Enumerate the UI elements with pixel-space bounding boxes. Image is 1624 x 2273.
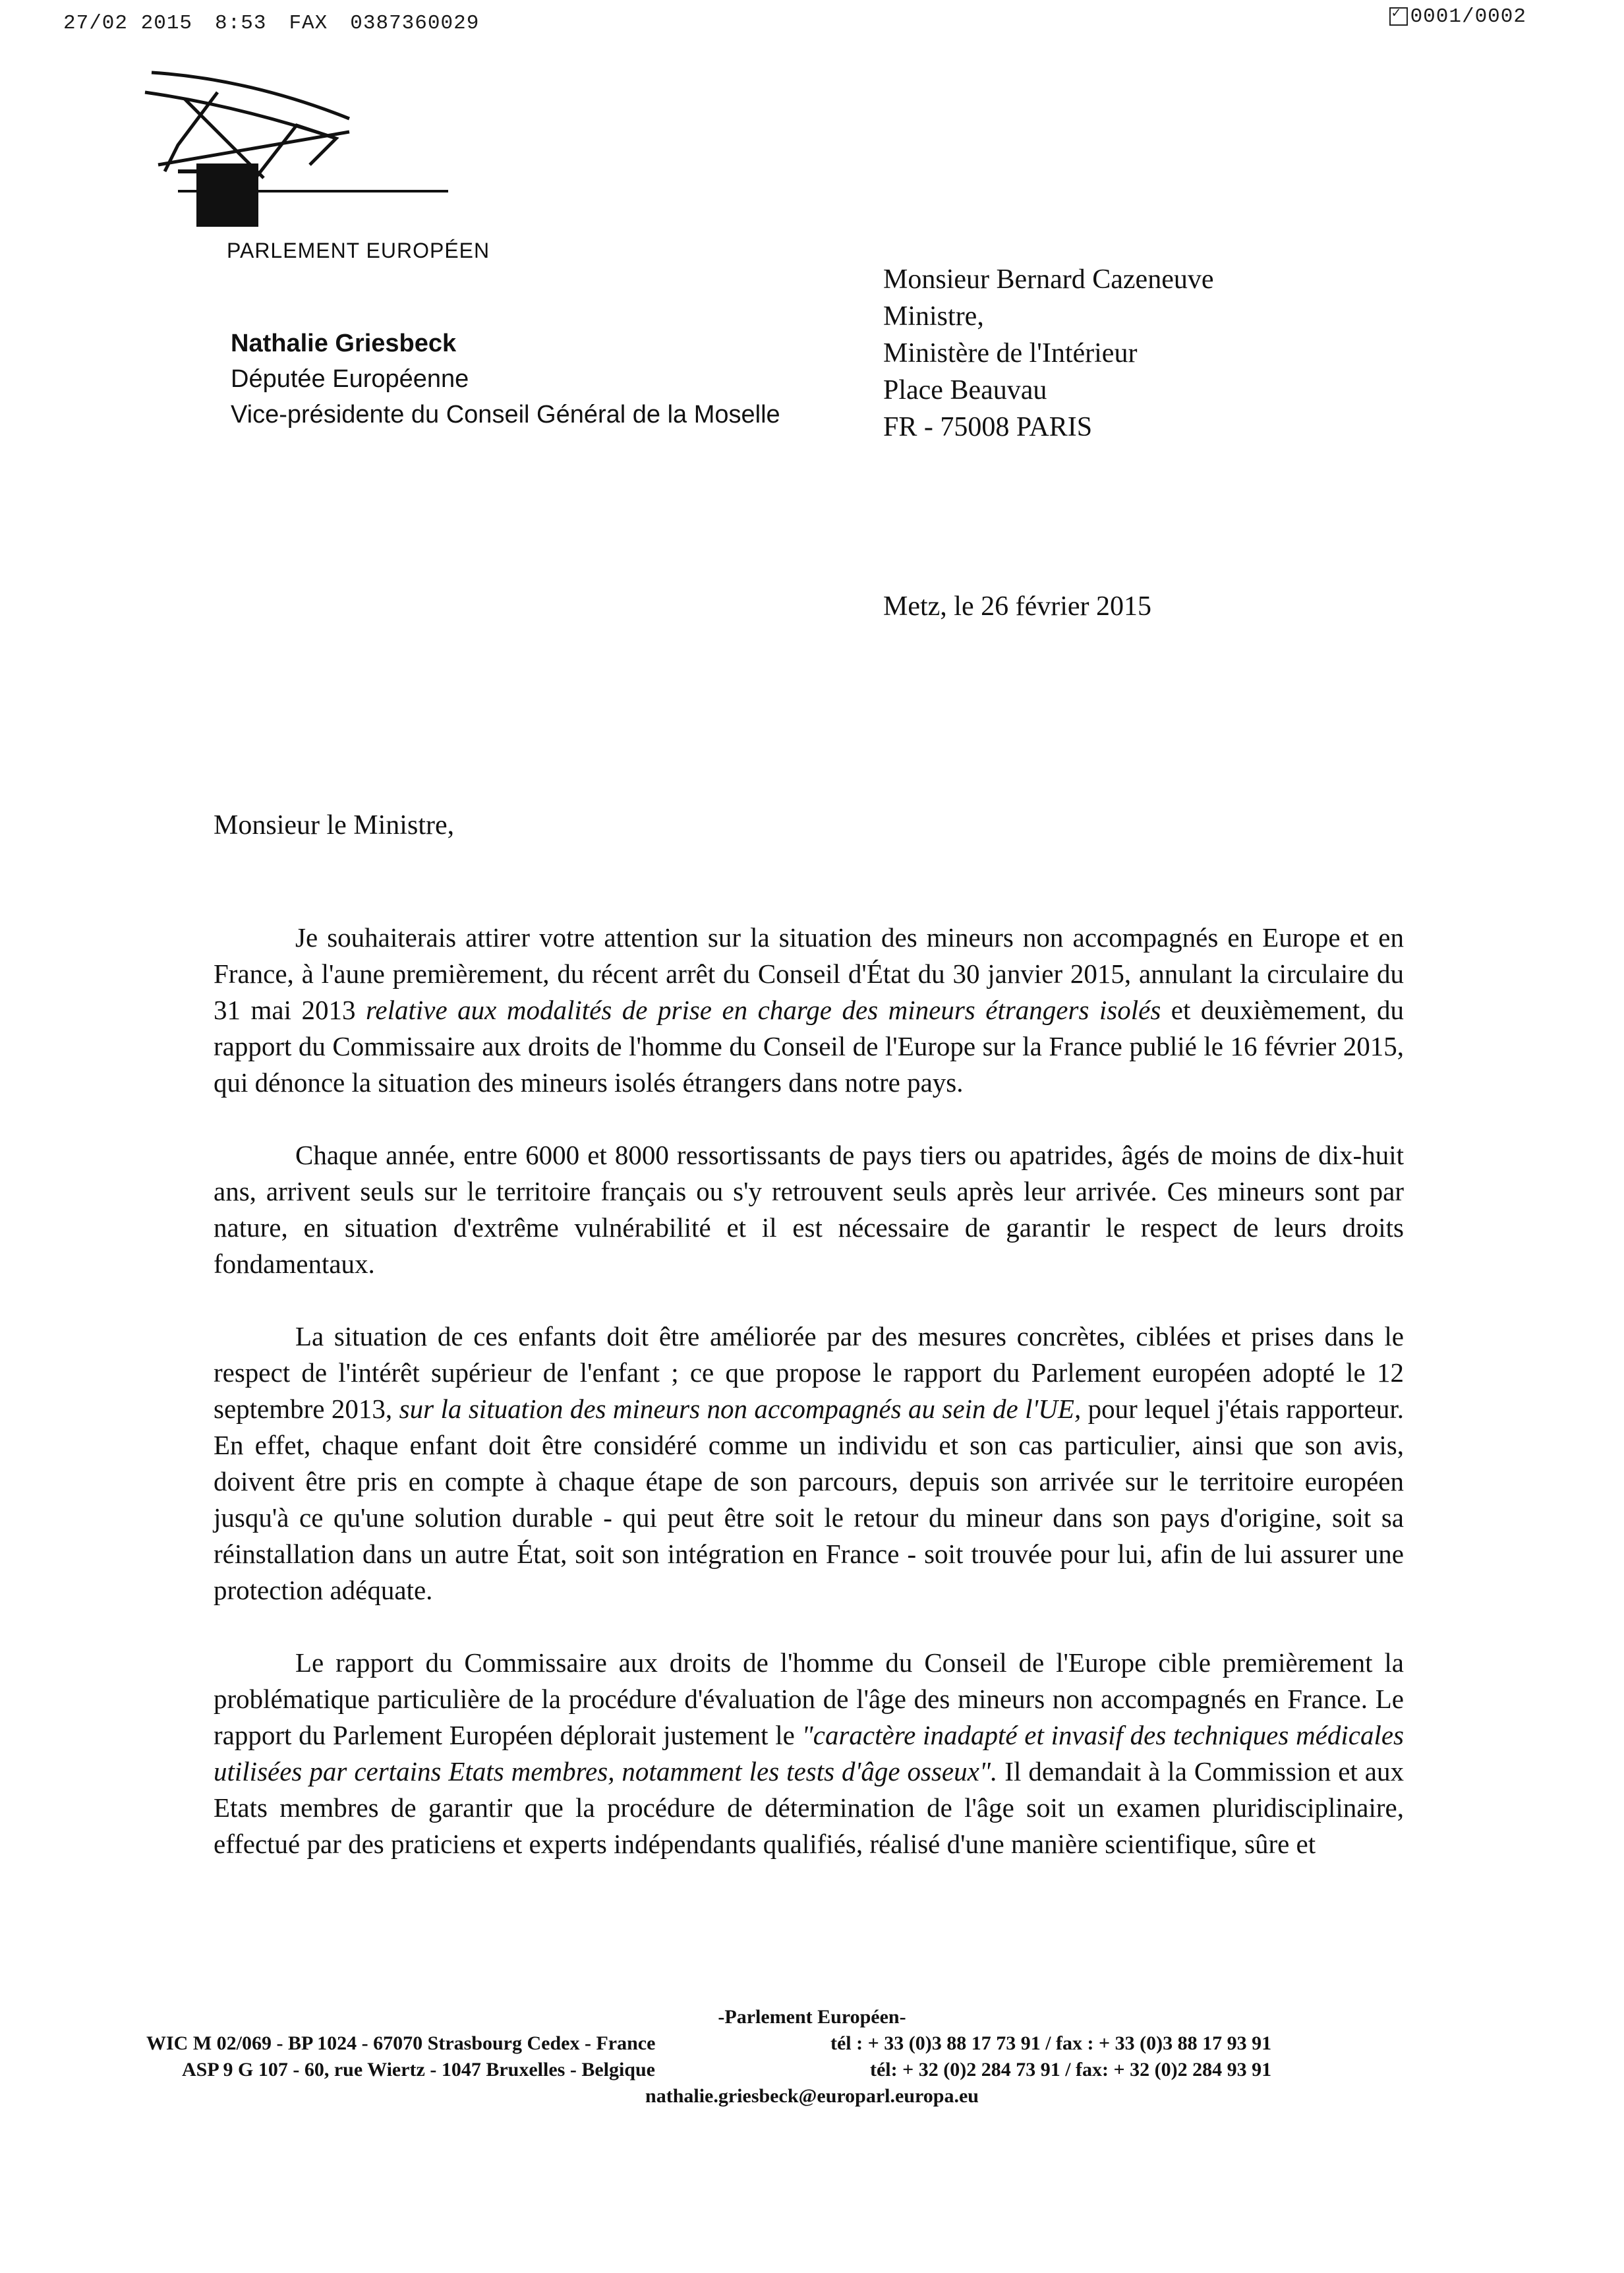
fax-label: FAX — [289, 12, 328, 35]
paragraph — [214, 1645, 1404, 1862]
footer-brussels-phone: tél: + 32 (0)2 284 73 91 / fax: + 32 (0)2 284 93 91 — [870, 2059, 1272, 2081]
recipient-line: Place Beauvau — [883, 375, 1047, 405]
parliament-logo — [138, 66, 455, 241]
footer-title: -Parlement Européen- — [718, 2006, 906, 2028]
text-run: et deuxièmement, du rapport du Commissaire aux droits de l'homme du Conseil de l'Europe sur la France publié le 16 février 2015, qui dénonce la situation des mineurs isolés étrangers dans notre pays. — [214, 995, 1404, 1098]
letter-date: Metz, le 26 février 2015 — [883, 591, 1152, 622]
footer-strasbourg-address: WIC M 02/069 - BP 1024 - 67070 Strasbourg Cedex - France — [146, 2032, 656, 2054]
recipient-address — [883, 261, 1213, 446]
organization-name: PARLEMENT EUROPÉEN — [227, 239, 490, 262]
paragraph — [214, 920, 1404, 1101]
text-run-italic: sur la situation des mineurs non accompagnés au sein de l'UE, — [399, 1394, 1082, 1424]
text-run-italic: "caractère inadapté et invasif des techniques médicales utilisées par certains Etats membres, notamment les tests d'âge osseux". — [214, 1720, 1405, 1786]
checkbox-icon — [1389, 7, 1408, 26]
sender-title: Députée Européenne — [231, 365, 469, 393]
sender-name: Nathalie Griesbeck — [231, 330, 457, 357]
footer-email: nathalie.griesbeck@europarl.europa.eu — [645, 2085, 979, 2107]
recipient-line: FR - 75008 PARIS — [883, 412, 1093, 442]
fax-date: 27/02 2015 — [63, 12, 193, 35]
footer-brussels-address: ASP 9 G 107 - 60, rue Wiertz - 1047 Bruxelles - Belgique — [182, 2059, 655, 2081]
salutation: Monsieur le Ministre, — [214, 810, 455, 841]
fax-number: 0387360029 — [350, 12, 480, 35]
recipient-line: Monsieur Bernard Cazeneuve — [883, 264, 1214, 295]
fax-page-counter — [1389, 5, 1526, 28]
text-run-italic: relative aux modalités de prise en charge des mineurs étrangers isolés — [365, 995, 1161, 1025]
paragraph: Chaque année, entre 6000 et 8000 ressortissants de pays tiers ou apatrides, âgés de moins de dix-huit ans, arrivent seuls sur le territoire français ou s'y retrouvent seuls après leur arrivée. Ces mineurs sont par nature, en situation d'extrême vulnérabilité et il est nécessaire de garantir le respect de leurs droits fondamentaux. — [214, 1140, 1404, 1279]
fax-header — [63, 12, 502, 35]
text-run: Le rapport du Commissaire aux droits de l'homme du Conseil de l'Europe cible premièrement la problématique particulière de la procédure d'évaluation de l'âge des mineurs non accompagnés en France. Le rapport du Parlement Européen déplorait justement le — [214, 1647, 1404, 1750]
parliament-logo-icon — [138, 66, 455, 237]
text-run: Je souhaiterais attirer votre attention sur la situation des mineurs non accompagnés en Europe et en France, à l'aune premièrement, du récent arrêt du Conseil d'État du 30 janvier 2015, annulant la circulaire du 31 mai 2013 — [214, 922, 1404, 1025]
letter-footer — [0, 2004, 1624, 2110]
recipient-line: Ministre, — [883, 301, 984, 332]
paragraph — [214, 1318, 1404, 1609]
sender-block — [231, 326, 780, 432]
letter-body — [214, 920, 1404, 1899]
text-run: La situation de ces enfants doit être améliorée par des mesures concrètes, ciblées et prises dans le respect de l'intérêt supérieur de l'enfant ; ce que propose le rapport du Parlement européen adopté le 12 septembre 2013, — [214, 1321, 1404, 1424]
recipient-line: Ministère de l'Intérieur — [883, 338, 1138, 369]
footer-strasbourg-phone: tél : + 33 (0)3 88 17 73 91 / fax : + 33 (0)3 88 17 93 91 — [830, 2032, 1272, 2054]
sender-title-secondary: Vice-présidente du Conseil Général de la Moselle — [231, 401, 780, 428]
fax-page-number: 0001/0002 — [1410, 5, 1526, 28]
text-run: Il demandait à la Commission et aux Etats membres de garantir que la procédure de détermination de l'âge soit un examen pluridisciplinaire, effectué par des praticiens et experts indépendants qualifiés, réalisé d'une manière scientifique, sûre et — [214, 1756, 1404, 1859]
text-run: pour lequel j'étais rapporteur. En effet, chaque enfant doit être considéré comme un individu et son cas particulier, ainsi que son avis, doivent être pris en compte à chaque étape de son parcours, depuis son arrivée sur le territoire européen jusqu'à ce qu'une solution durable - qui peut être soit le retour du mineur dans son pays d'origine, soit sa réinstallation dans un autre État, soit son intégration en France - soit trouvée pour lui, afin de lui assurer une protection adéquate. — [214, 1394, 1404, 1605]
fax-time: 8:53 — [215, 12, 267, 35]
